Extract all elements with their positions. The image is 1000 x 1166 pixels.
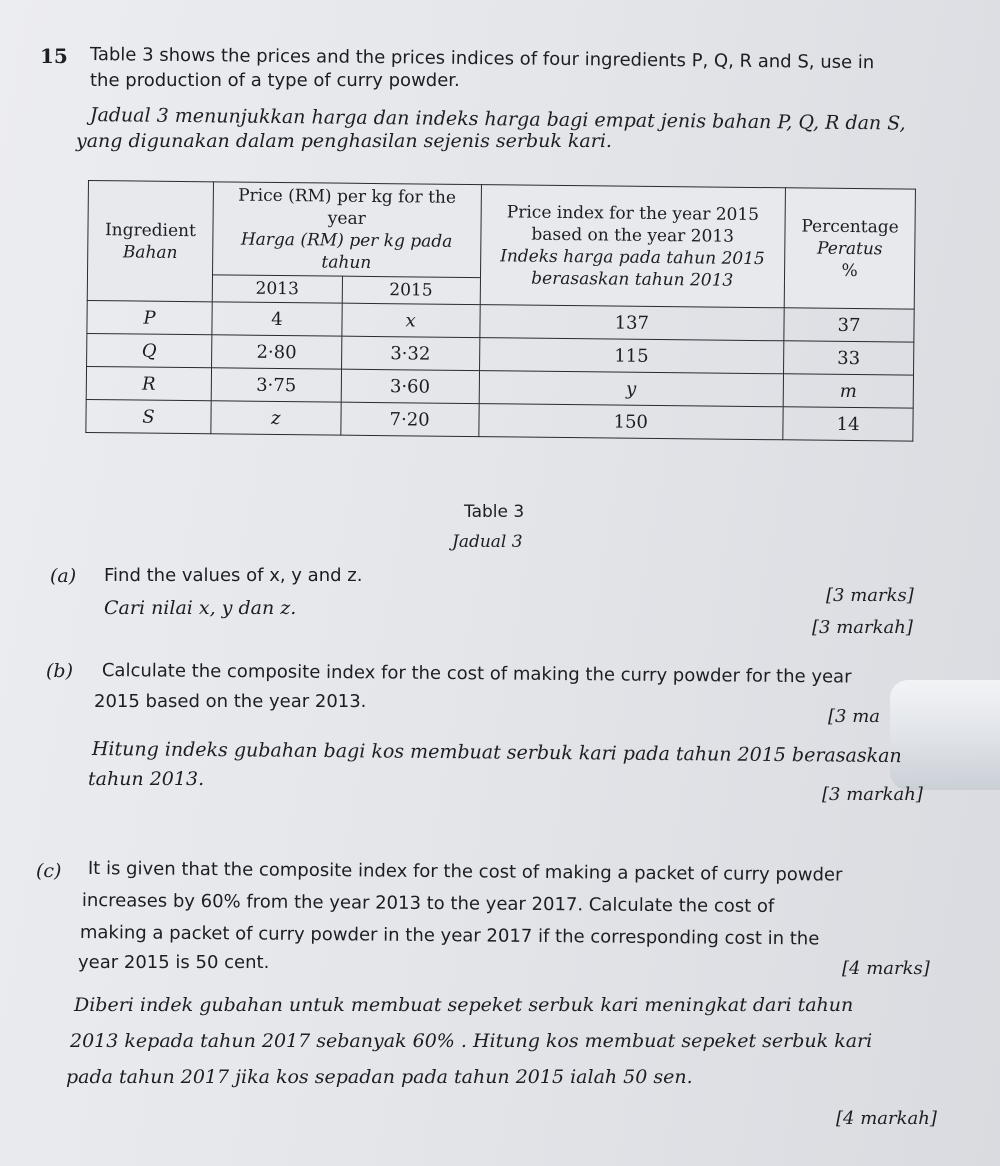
part-a-ms: Cari nilai x, y dan z. xyxy=(104,597,297,619)
header-ingredient-ms: Bahan xyxy=(122,241,178,263)
part-b-ms-line-2: tahun 2013. xyxy=(88,768,205,790)
part-c-marks-en: [4 marks] xyxy=(842,958,930,979)
pen-object xyxy=(890,680,1000,790)
cell-ingredient: P xyxy=(87,300,212,334)
part-c-ms-line-3: pada tahun 2017 jika kos sepadan pada tahun 2015 ialah 50 sen. xyxy=(66,1066,693,1088)
header-price xyxy=(212,182,481,278)
part-b-marks-en: [3 ma xyxy=(828,706,880,727)
cell-ingredient: Q xyxy=(87,333,212,367)
intro-en-line-1: Table 3 shows the prices and the prices indices of four ingredients P, Q, R and S, use in xyxy=(89,44,875,74)
cell-percent: 14 xyxy=(783,407,913,441)
part-a-label: (a) xyxy=(50,565,77,587)
question-number: 15 xyxy=(40,44,68,68)
cell-price-2013: z xyxy=(211,401,341,435)
intro-ms-line-2: yang digunakan dalam penghasilan sejenis serbuk kari. xyxy=(76,130,612,152)
part-b-en-line-1: Calculate the composite index for the cost of making the curry powder for the year xyxy=(101,660,852,688)
cell-index: 150 xyxy=(478,404,783,440)
header-price-en: Price (RM) per kg for the year xyxy=(238,185,457,229)
cell-index: 115 xyxy=(479,338,784,374)
cell-percent: 37 xyxy=(784,308,914,342)
part-c-en-line-4: year 2015 is 50 cent. xyxy=(78,952,270,973)
header-ingredient xyxy=(87,181,213,302)
part-a-en: Find the values of x, y and z. xyxy=(104,565,363,586)
header-index-ms: Indeks harga pada tahun 2015 berasaskan tahun 2013 xyxy=(500,245,765,291)
cell-ingredient: R xyxy=(86,366,211,400)
header-index xyxy=(480,185,786,308)
part-a-marks-en: [3 marks] xyxy=(826,585,914,606)
intro-en-line-2: the production of a type of curry powder. xyxy=(90,70,460,91)
header-index-en: Price index for the year 2015 based on the year 2013 xyxy=(506,201,760,247)
part-c-en-line-1: It is given that the composite index for the cost of making a packet of curry powder xyxy=(87,858,843,886)
cell-index: 137 xyxy=(479,305,784,341)
header-percentage-ms: Peratus xyxy=(816,238,883,259)
part-c-label: (c) xyxy=(36,860,62,882)
part-c-marks-ms: [4 markah] xyxy=(836,1108,937,1129)
price-table xyxy=(85,180,916,442)
table-caption-en: Table 3 xyxy=(464,502,525,522)
header-ingredient-en: Ingredient xyxy=(104,219,197,241)
part-c-ms-line-1: Diberi indek gubahan untuk membuat sepeket serbuk kari meningkat dari tahun xyxy=(74,994,854,1016)
cell-price-2013: 2·80 xyxy=(211,335,341,369)
cell-percent: 33 xyxy=(784,341,914,375)
cell-price-2015: 7·20 xyxy=(341,402,479,436)
header-percent-symbol: % xyxy=(841,260,858,281)
part-b-en-line-2: 2015 based on the year 2013. xyxy=(94,691,367,712)
part-c-en-line-2: increases by 60% from the year 2013 to the year 2017. Calculate the cost of xyxy=(81,890,775,918)
header-price-ms: Harga (RM) per kg pada tahun xyxy=(240,229,453,273)
part-c-ms-line-2: 2013 kepada tahun 2017 sebanyak 60% . Hitung kos membuat sepeket serbuk kari xyxy=(70,1030,873,1052)
part-a-marks-ms: [3 markah] xyxy=(812,617,913,638)
intro-ms-line-1: Jadual 3 menunjukkan harga dan indeks harga bagi empat jenis bahan P, Q, R dan S, xyxy=(89,104,906,135)
cell-price-2015: 3·32 xyxy=(341,336,479,370)
part-c-en-line-3: making a packet of curry powder in the year 2017 if the corresponding cost in the xyxy=(79,922,820,950)
cell-percent: m xyxy=(783,374,913,408)
cell-ingredient: S xyxy=(86,399,211,433)
part-b-label: (b) xyxy=(46,660,73,682)
cell-price-2015: 3·60 xyxy=(341,369,479,403)
header-year-2015: 2015 xyxy=(342,276,480,304)
header-year-2013: 2013 xyxy=(212,275,342,303)
cell-index: y xyxy=(479,371,784,407)
header-percentage xyxy=(784,188,915,309)
part-b-ms-line-1: Hitung indeks gubahan bagi kos membuat serbuk kari pada tahun 2015 berasaskan xyxy=(91,738,902,768)
table-caption-ms: Jadual 3 xyxy=(452,532,523,552)
cell-price-2015: x xyxy=(342,303,480,337)
cell-price-2013: 3·75 xyxy=(211,368,341,402)
header-percentage-en: Percentage xyxy=(801,215,899,237)
cell-price-2013: 4 xyxy=(212,302,342,336)
part-b-marks-ms: [3 markah] xyxy=(822,784,923,805)
